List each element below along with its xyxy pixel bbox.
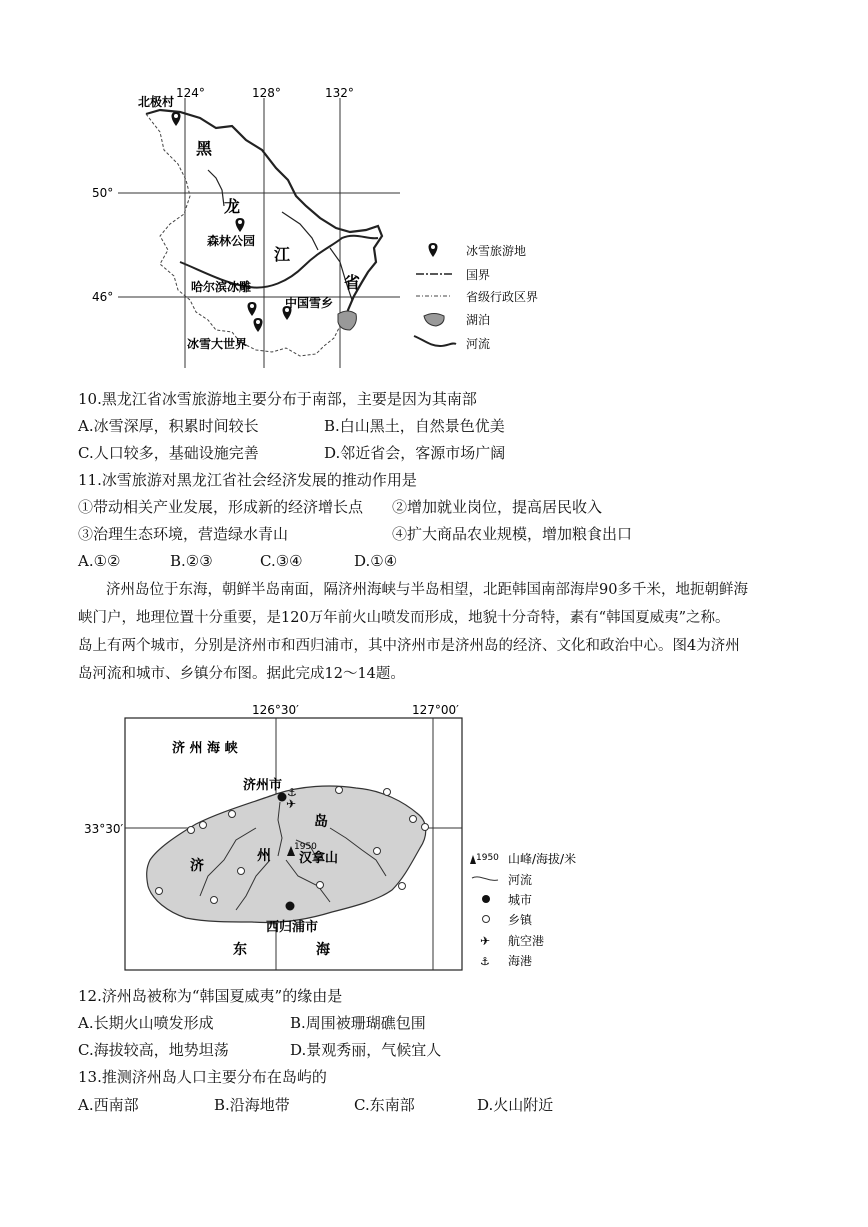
jeju-map — [0, 700, 868, 990]
q13-stem: 13.推测济州岛人口主要分布在岛屿的 — [78, 1068, 327, 1086]
province-char-sheng: 省 — [344, 273, 361, 292]
lon-128: 128° — [252, 86, 281, 100]
q12-option-b[interactable]: B.周围被珊瑚礁包围 — [290, 1014, 426, 1032]
anchor-icon: ⚓ — [480, 955, 490, 968]
town-icon — [483, 916, 490, 923]
peak-elev: 1950 — [294, 842, 317, 852]
passage-line-2: 峡门户，地理位置十分重要，是120万年前火山喷发而形成，地貌十分奇特，素有“韩国夏威夷”之称。 — [78, 610, 730, 626]
legend-label: 国界 — [466, 268, 491, 282]
place-snow-town: 中国雪乡 — [285, 296, 334, 310]
q10-option-b[interactable]: B.白山黑土，自然景色优美 — [324, 417, 505, 435]
legend-label: 乡镇 — [508, 913, 533, 927]
lon-127-00: 127°00′ — [412, 703, 459, 717]
river-heilong — [208, 170, 224, 206]
q11-stem: 11.冰雪旅游对黑龙江省社会经济发展的推动作用是 — [78, 471, 417, 489]
q11-option-b[interactable]: B.②③ — [170, 552, 213, 570]
q11-statement-2: ②增加就业岗位，提高居民收入 — [392, 498, 603, 516]
city-jeju-label: 济州市 — [243, 778, 283, 793]
legend-label: 湖泊 — [466, 313, 491, 327]
passage-line-3: 岛上有两个城市，分别是济州市和西归浦市，其中济州市是济州岛的经济、文化和政治中心。图4为济州 — [78, 638, 740, 654]
lon-124: 124° — [176, 86, 205, 100]
anchor-icon: ⚓ — [287, 786, 297, 799]
sea-char-hai: 海 — [316, 942, 330, 958]
q12-option-a[interactable]: A.长期火山喷发形成 — [78, 1014, 214, 1032]
legend-label: 海港 — [508, 954, 533, 968]
city-seogwipo-label: 西归浦市 — [266, 920, 319, 935]
place-harbin-ice: 哈尔滨冰雕 — [191, 280, 252, 294]
city-icon — [482, 895, 490, 903]
pin-icon — [248, 302, 257, 316]
pin-icon — [254, 318, 263, 332]
legend-label: 省级行政区界 — [466, 290, 539, 304]
passage-line-4: 岛河流和城市、乡镇分布图。据此完成12～14题。 — [78, 666, 405, 682]
island-char-dao: 岛 — [314, 814, 328, 830]
lat-33-30: 33°30′ — [84, 822, 124, 836]
q10-stem: 10.黑龙江省冰雪旅游地主要分布于南部，主要是因为其南部 — [78, 390, 477, 408]
place-forest-park: 森林公园 — [207, 234, 256, 248]
q12-option-c[interactable]: C.海拔较高，地势坦荡 — [78, 1041, 229, 1059]
legend-label: 冰雪旅游地 — [466, 244, 527, 258]
lake-xingkai — [338, 311, 356, 330]
map2-legend — [470, 851, 576, 968]
q13-option-a[interactable]: A.西南部 — [78, 1096, 139, 1114]
lat-46: 46° — [92, 290, 114, 304]
q12-stem: 12.济州岛被称为“韩国夏威夷”的缘由是 — [78, 987, 343, 1005]
q13-option-d[interactable]: D.火山附近 — [477, 1096, 554, 1114]
lake-icon — [424, 314, 444, 327]
q11-statement-1: ①带动相关产业发展，形成新的经济增长点 — [78, 498, 364, 516]
q10-option-d[interactable]: D.邻近省会，客源市场广阔 — [324, 444, 506, 462]
island-char-ji: 济 — [190, 858, 204, 874]
province-char-hei: 黑 — [196, 139, 213, 158]
q13-option-b[interactable]: B.沿海地带 — [214, 1096, 290, 1114]
lon-126-30: 126°30′ — [252, 703, 299, 717]
lat-50: 50° — [92, 186, 114, 200]
pin-icon — [236, 218, 245, 232]
peak-name: 汉拿山 — [299, 851, 339, 866]
legend-label: 河流 — [508, 873, 533, 887]
place-ice-world: 冰雪大世界 — [187, 337, 248, 351]
q10-option-a[interactable]: A.冰雪深厚，积累时间较长 — [78, 417, 259, 435]
strait-label: 济 州 海 峡 — [172, 741, 238, 756]
place-beijicun: 北极村 — [138, 95, 175, 109]
airport-icon: ✈ — [480, 934, 491, 948]
pin-icon — [172, 112, 181, 126]
map1-legend — [414, 243, 538, 351]
heilongjiang-map — [0, 0, 868, 380]
island-char-zhou: 州 — [257, 848, 271, 864]
legend-label: 河流 — [466, 337, 491, 351]
q12-option-d[interactable]: D.景观秀丽，气候宜人 — [290, 1041, 442, 1059]
svg-text:1950: 1950 — [476, 853, 499, 863]
q11-statement-4: ④扩大商品农业规模，增加粮食出口 — [392, 525, 633, 543]
q11-statement-3: ③治理生态环境，营造绿水青山 — [78, 525, 289, 543]
q13-option-c[interactable]: C.东南部 — [354, 1096, 415, 1114]
province-char-long: 龙 — [224, 197, 241, 216]
river-icon — [414, 336, 456, 346]
city-seogwipo-dot — [286, 902, 295, 911]
legend-label: 城市 — [508, 893, 533, 907]
q11-option-d[interactable]: D.①④ — [354, 552, 398, 570]
river-icon — [472, 877, 498, 880]
q11-option-c[interactable]: C.③④ — [260, 552, 303, 570]
q11-option-a[interactable]: A.①② — [78, 552, 121, 570]
airport-icon: ✈ — [286, 797, 297, 811]
q10-option-c[interactable]: C.人口较多，基础设施完善 — [78, 444, 259, 462]
sea-char-dong: 东 — [233, 942, 247, 958]
legend-label: 山峰/海拔/米 — [508, 852, 577, 866]
lon-132: 132° — [325, 86, 354, 100]
legend-label: 航空港 — [508, 934, 545, 948]
province-char-jiang: 江 — [274, 245, 291, 264]
passage-line-1: 济州岛位于东海，朝鲜半岛南面，隔济州海峡与半岛相望，北距韩国南部海岸90多千米，地扼朝鲜海 — [106, 582, 748, 598]
